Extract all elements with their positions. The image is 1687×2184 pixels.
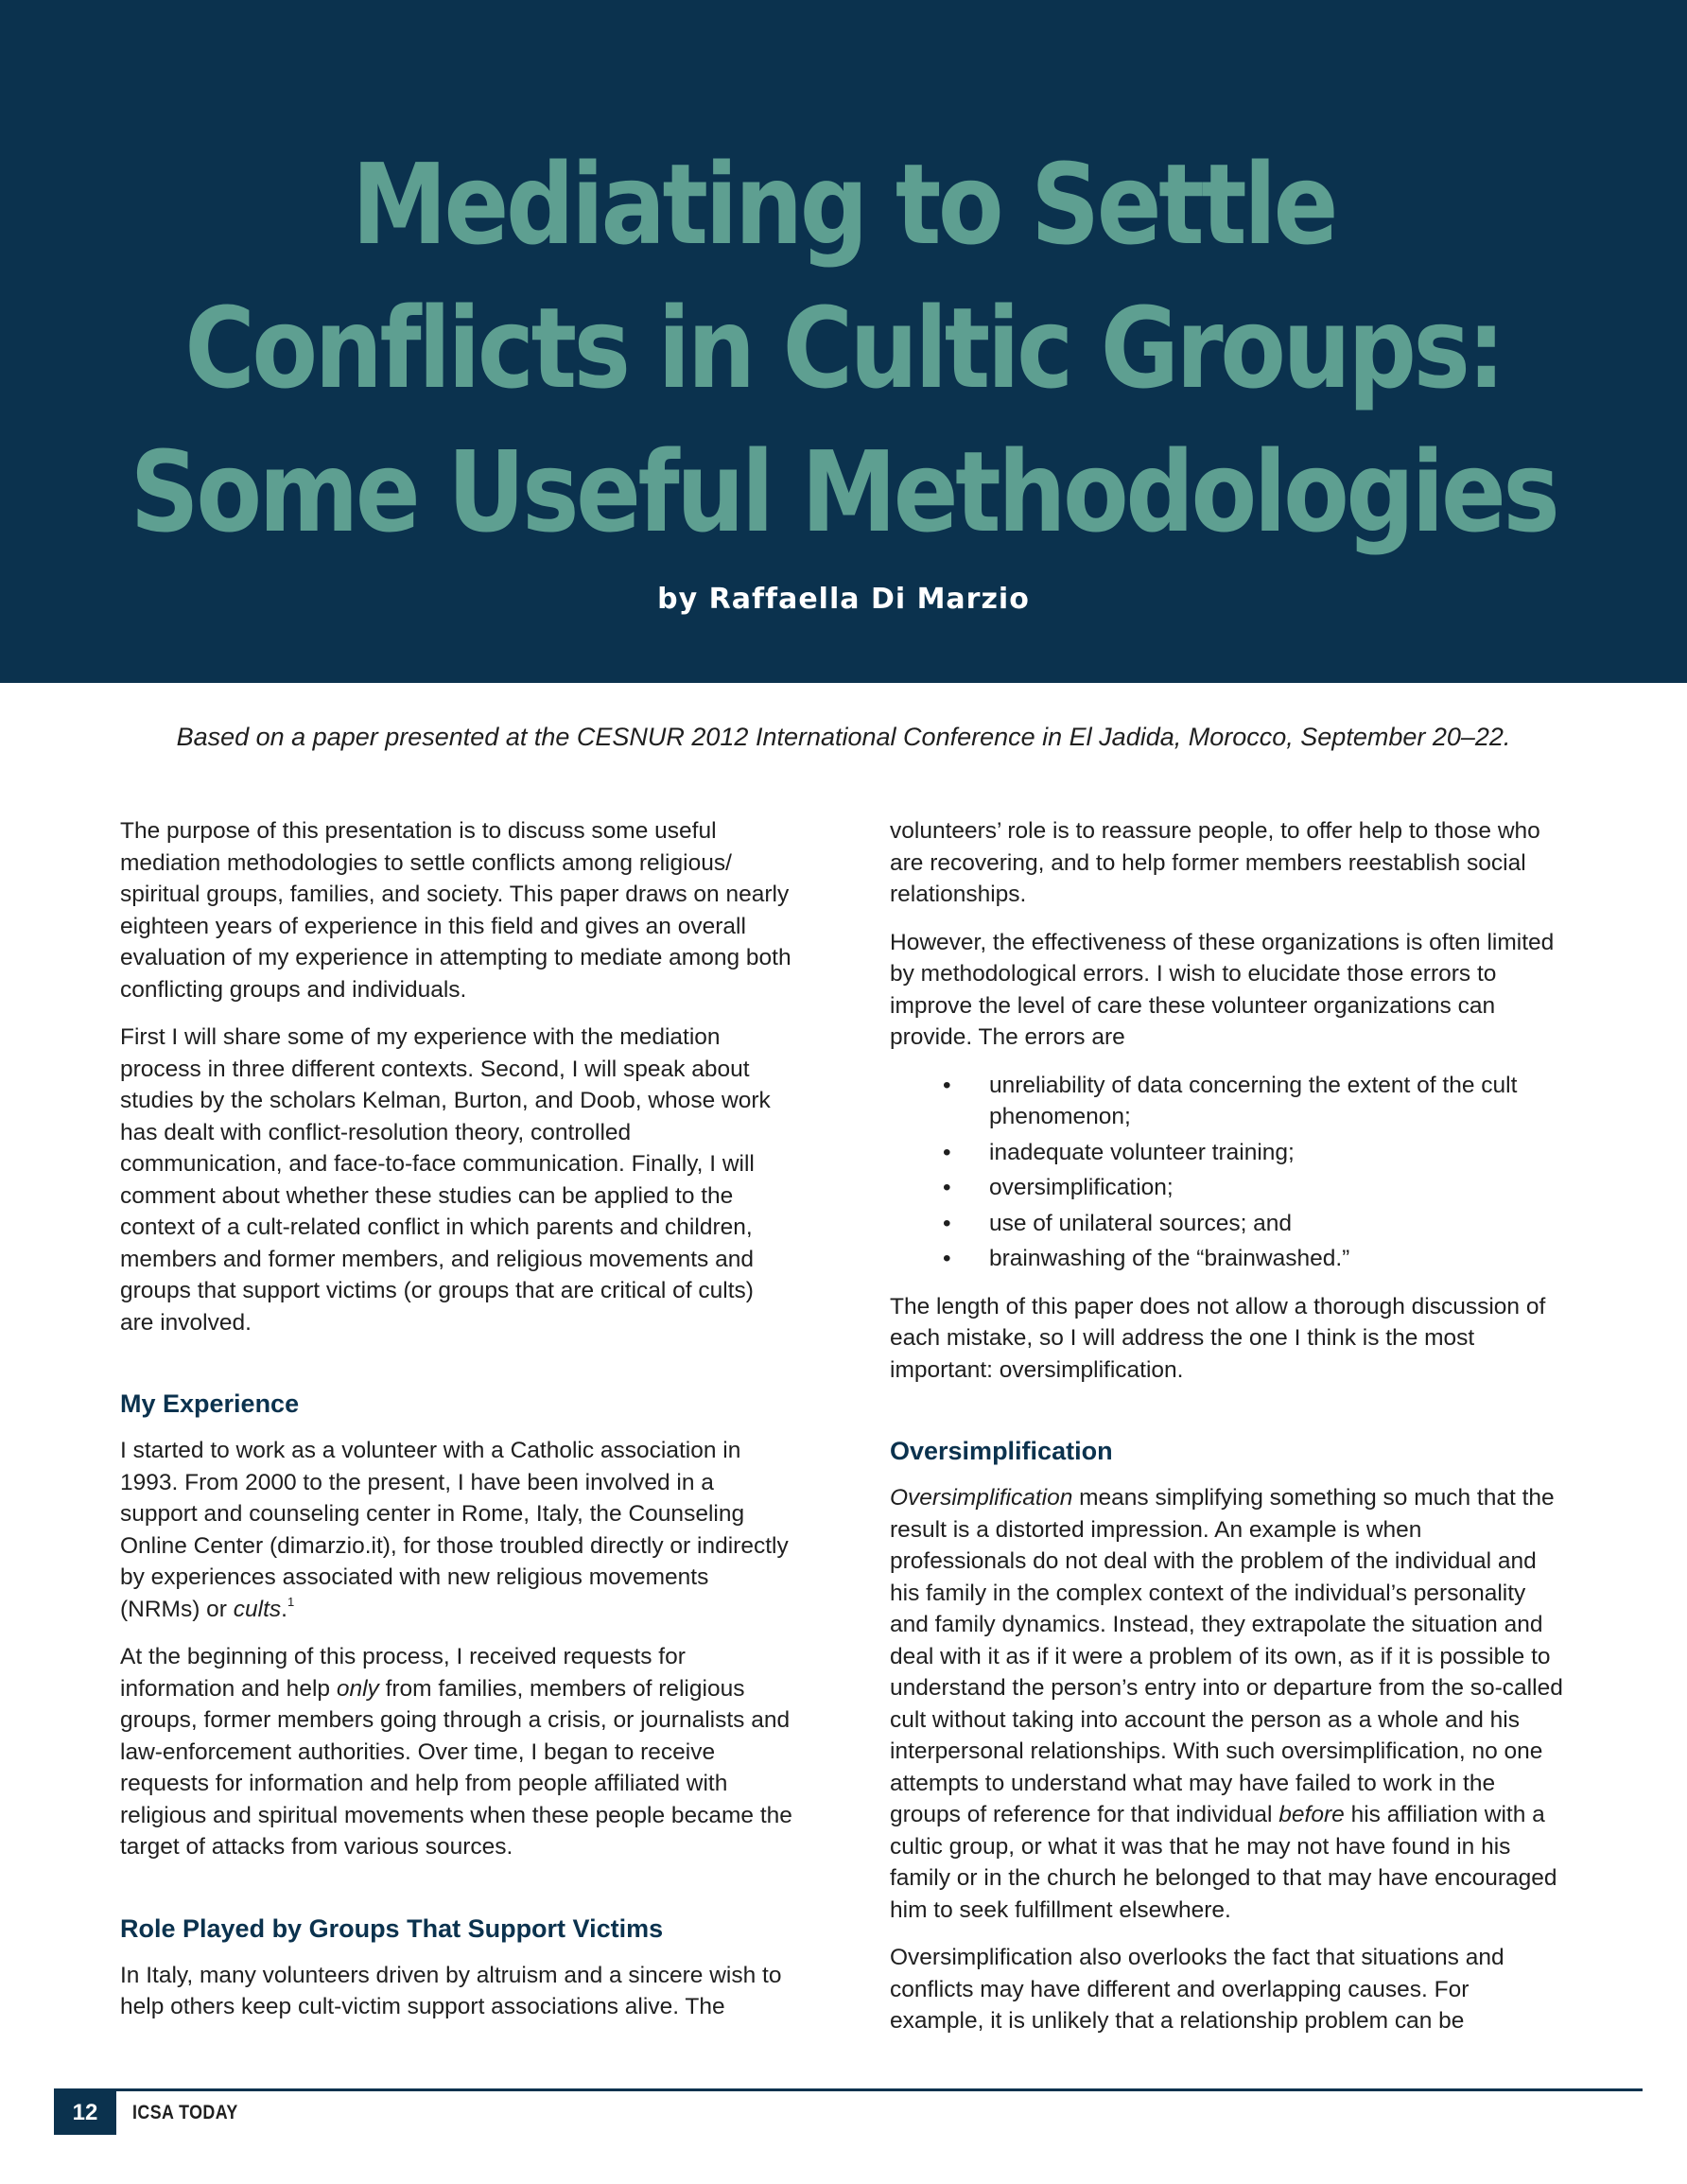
bullet-icon: •	[943, 1210, 951, 1236]
list-item	[890, 1243, 1563, 1275]
experience-p2-text-b: from families, members of religious groups, former members going through a crisis, or journalists and law-enforcement authorities. Over time, I began to receive requests for information and help from people affiliated with religious and spiritual movements when these people became the target of attacks from various sources.	[120, 1675, 792, 1860]
title-line-3: Some Useful Methodologies	[130, 427, 1557, 557]
bullet-icon: •	[943, 1175, 951, 1200]
list-item-text: use of unilateral sources; and	[989, 1210, 1293, 1236]
experience-paragraph-1	[120, 1435, 793, 1625]
experience-p2-text-a: At the beginning of this process, I received requests for information and help	[120, 1644, 686, 1702]
list-item-text: unreliability of data concerning the extent of the cult phenomenon;	[989, 1072, 1518, 1129]
errors-list	[890, 1070, 1563, 1275]
oversimplification-term: Oversimplification	[890, 1485, 1073, 1511]
list-item	[890, 1208, 1563, 1240]
right-column	[890, 815, 1563, 2053]
oversimplification-p1-text-a: means simplifying something so much that the result is a distorted impression. An example is when professionals do not deal with the problem of the individual and his family in the complex context of the individual’s personality and family dynamics. Instead, they extrapolate the situation and deal with it as if it were a problem of its own, as if it is possible to understand the person’s entry into or departure from the so-called cult without taking into account the person as a whole and his interpersonal relationships. With such oversimplification, no one attempts to understand what may have failed to work in the groups of reference for that individual	[890, 1485, 1563, 1827]
title-line-2: Conflicts in Cultic Groups:	[184, 283, 1503, 413]
intro-paragraph-1: The purpose of this presentation is to discuss some useful mediation methodologies to settle conflicts among religious/ spiritual groups, families, and society. This paper draws on nearly eighteen years of experience in this field and gives an overall evaluation of my experience in attempting to mediate among both conflicting groups and individuals.	[120, 818, 791, 1003]
experience-p1-text: I started to work as a volunteer with a Catholic association in 1993. From 2000 to the present, I have been involved in a support and counseling center in Rome, Italy, the Counseling Online Center (dimarzio.it), for those troubled directly or indirectly by experiences associated with new religious movements (NRMs) or	[120, 1438, 789, 1622]
source-note: Based on a paper presented at the CESNUR 2012 International Conference in El Jadida, Morocco, September 20–22.	[176, 723, 1511, 751]
experience-p1-end: .	[281, 1596, 287, 1622]
title-banner	[0, 0, 1687, 683]
intro-paragraph-2: First I will share some of my experience with the mediation process in three different contexts. Second, I will speak about studies by the scholars Kelman, Burton, and Doob, whose work has dealt with conflict-resolution theory, controlled communication, and face-to-face communication. Finally, I will comment about whether these studies can be applied to the context of a cult-related conflict in which parents and children, members and former members, and religious movements and groups that support victims (or groups that are critical of cults) are involved.	[120, 1024, 771, 1336]
oversimplification-p1-text-b: his affiliation with a cultic group, or what it was that he may not have found in his family or in the church he belonged to that may have encouraged him to seek fulfillment elsewhere.	[890, 1802, 1557, 1923]
publication-name: ICSA TODAY	[132, 2102, 238, 2123]
left-column	[120, 815, 793, 2039]
oversimplification-p1-emphasis: before	[1278, 1802, 1345, 1827]
continued-paragraph-1: volunteers’ role is to reassure people, to offer help to those who are recovering, and to help former members reestablish social relationships.	[890, 818, 1540, 907]
experience-p2-emphasis: only	[336, 1675, 379, 1702]
page-number: 12	[54, 2091, 116, 2135]
list-item-text: brainwashing of the “brainwashed.”	[989, 1246, 1350, 1271]
experience-p1-emphasis: cults	[233, 1596, 282, 1622]
heading-my-experience: My Experience	[120, 1389, 300, 1418]
oversimplification-paragraph-1	[890, 1482, 1563, 1926]
oversimplification-paragraph-2: Oversimplification also overlooks the fact that situations and conflicts may have different and overlapping causes. For example, it is unlikely that a relationship problem can be	[890, 1945, 1504, 2034]
role-paragraph-1: In Italy, many volunteers driven by altruism and a sincere wish to help others keep cult-victim support associations alive. The	[120, 1962, 782, 2019]
footnote-ref-1[interactable]: 1	[287, 1594, 295, 1609]
heading-role-played: Role Played by Groups That Support Victims	[120, 1913, 664, 1943]
experience-paragraph-2	[120, 1641, 793, 1863]
bullet-icon: •	[943, 1072, 951, 1098]
list-item	[890, 1137, 1563, 1169]
list-item-text: oversimplification;	[989, 1175, 1174, 1200]
title-line-1: Mediating to Settle	[352, 139, 1335, 270]
list-item-text: inadequate volunteer training;	[989, 1139, 1295, 1165]
continued-paragraph-3: The length of this paper does not allow a thorough discussion of each mistake, so I will address the one I think is the most important: oversimplification.	[890, 1293, 1546, 1383]
bullet-icon: •	[943, 1139, 951, 1165]
footer-divider	[54, 2088, 1643, 2091]
article-title	[118, 132, 1569, 564]
bullet-icon: •	[943, 1246, 951, 1271]
list-item	[890, 1172, 1563, 1204]
heading-oversimplification: Oversimplification	[890, 1437, 1113, 1465]
author-byline: by Raffaella Di Marzio	[657, 583, 1030, 616]
continued-paragraph-2: However, the effectiveness of these organizations is often limited by methodological errors. I wish to elucidate those errors to improve the level of care these volunteer organizations can provide. The errors are	[890, 929, 1555, 1050]
list-item	[890, 1070, 1563, 1133]
